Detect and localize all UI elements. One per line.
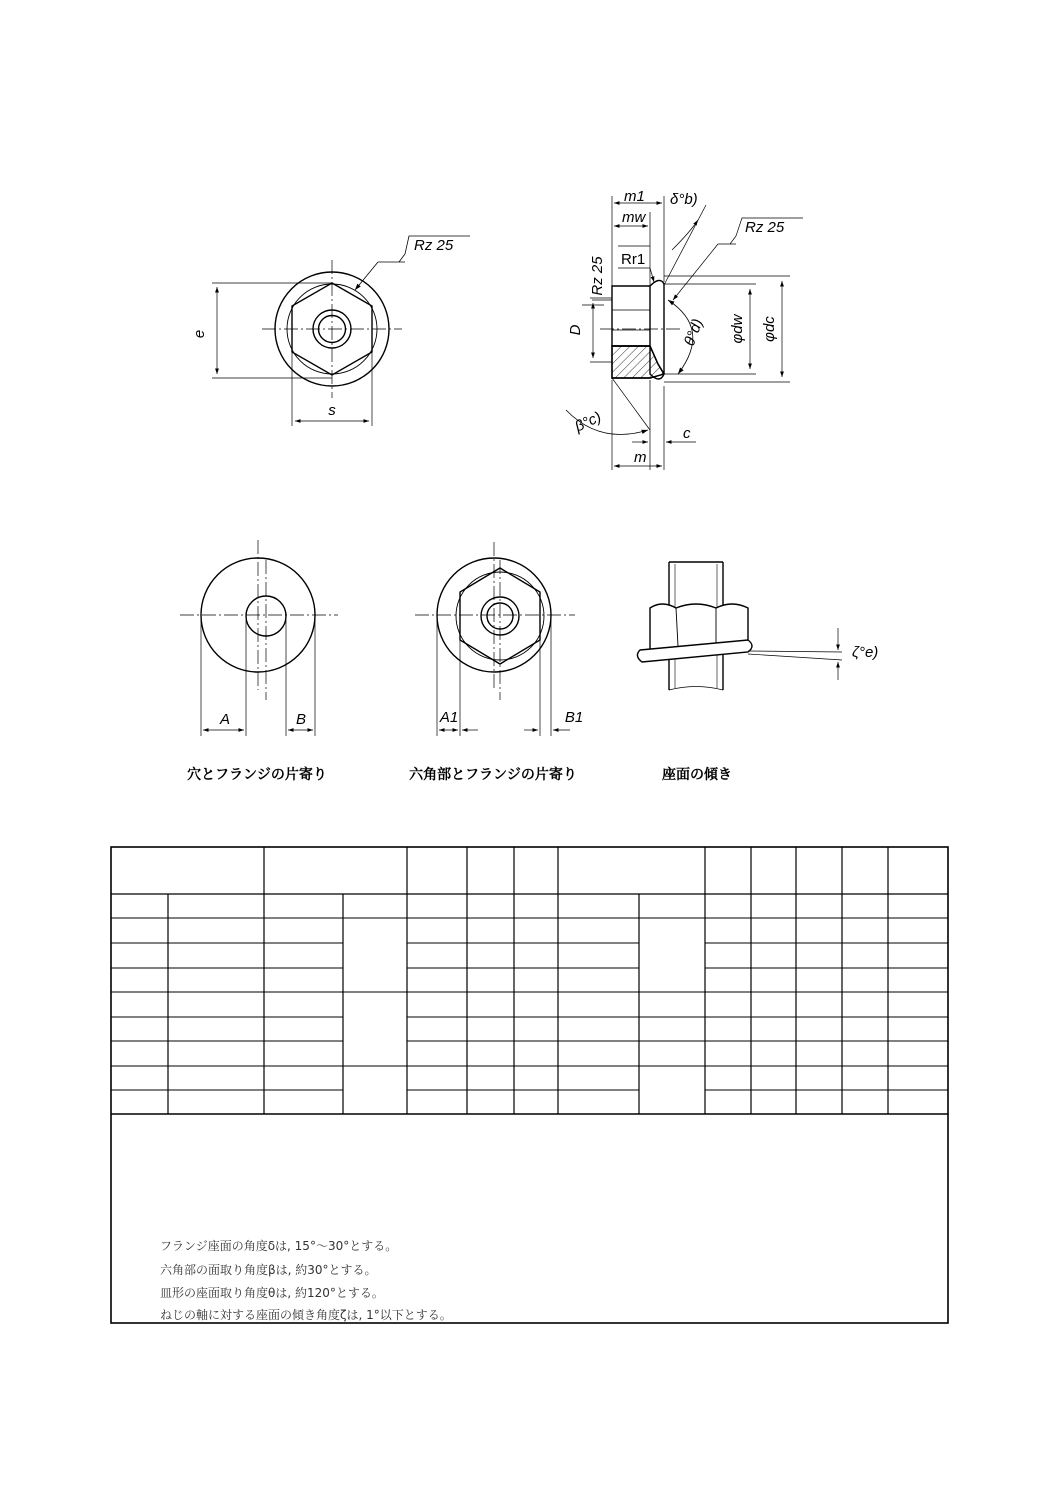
hex-offset-view: [415, 542, 575, 736]
footnote-3: 皿形の座面取り角度θは, 約120°とする。: [160, 1286, 384, 1300]
tilt-view: [637, 562, 842, 690]
label-m1: m1: [624, 188, 645, 205]
label-A: A: [219, 711, 231, 728]
label-c: c: [683, 425, 691, 442]
label-theta: θ°d): [681, 316, 707, 349]
footnote-2: 六角部の面取り角度βは, 約30°とする。: [160, 1263, 377, 1277]
label-rr1: Rr1: [621, 251, 646, 268]
caption-hex-offset: 六角部とフランジの片寄り: [409, 767, 577, 783]
label-A1: A1: [439, 709, 459, 726]
label-m: m: [634, 449, 647, 466]
label-zeta: ζ°e): [852, 644, 879, 661]
footnote-1: フランジ座面の角度δは, 15°〜30°とする。: [160, 1239, 398, 1253]
label-dc: φdc: [761, 316, 778, 342]
label-beta: β°c): [572, 408, 604, 436]
label-D: D: [567, 324, 584, 336]
front-view: [212, 236, 470, 426]
label-s: s: [328, 402, 336, 419]
caption-tilt: 座面の傾き: [662, 767, 732, 783]
caption-hole-offset: 穴とフランジの片寄り: [187, 767, 327, 783]
label-B: B: [295, 711, 307, 728]
footnote-4: ねじの軸に対する座面の傾き角度ζは, 1°以下とする。: [160, 1308, 452, 1322]
roughness-front: Rz 25: [414, 237, 454, 254]
roughness-side-left: Rz 25: [589, 256, 606, 296]
label-mw: mw: [622, 209, 646, 226]
section-hatch: [612, 346, 664, 378]
label-delta: δ°b): [670, 191, 698, 208]
label-dw: φdw: [729, 314, 746, 344]
label-B1: B1: [564, 709, 584, 726]
hole-offset-view: [180, 540, 338, 736]
label-e: e: [191, 329, 208, 339]
roughness-side-top: Rz 25: [745, 219, 785, 236]
